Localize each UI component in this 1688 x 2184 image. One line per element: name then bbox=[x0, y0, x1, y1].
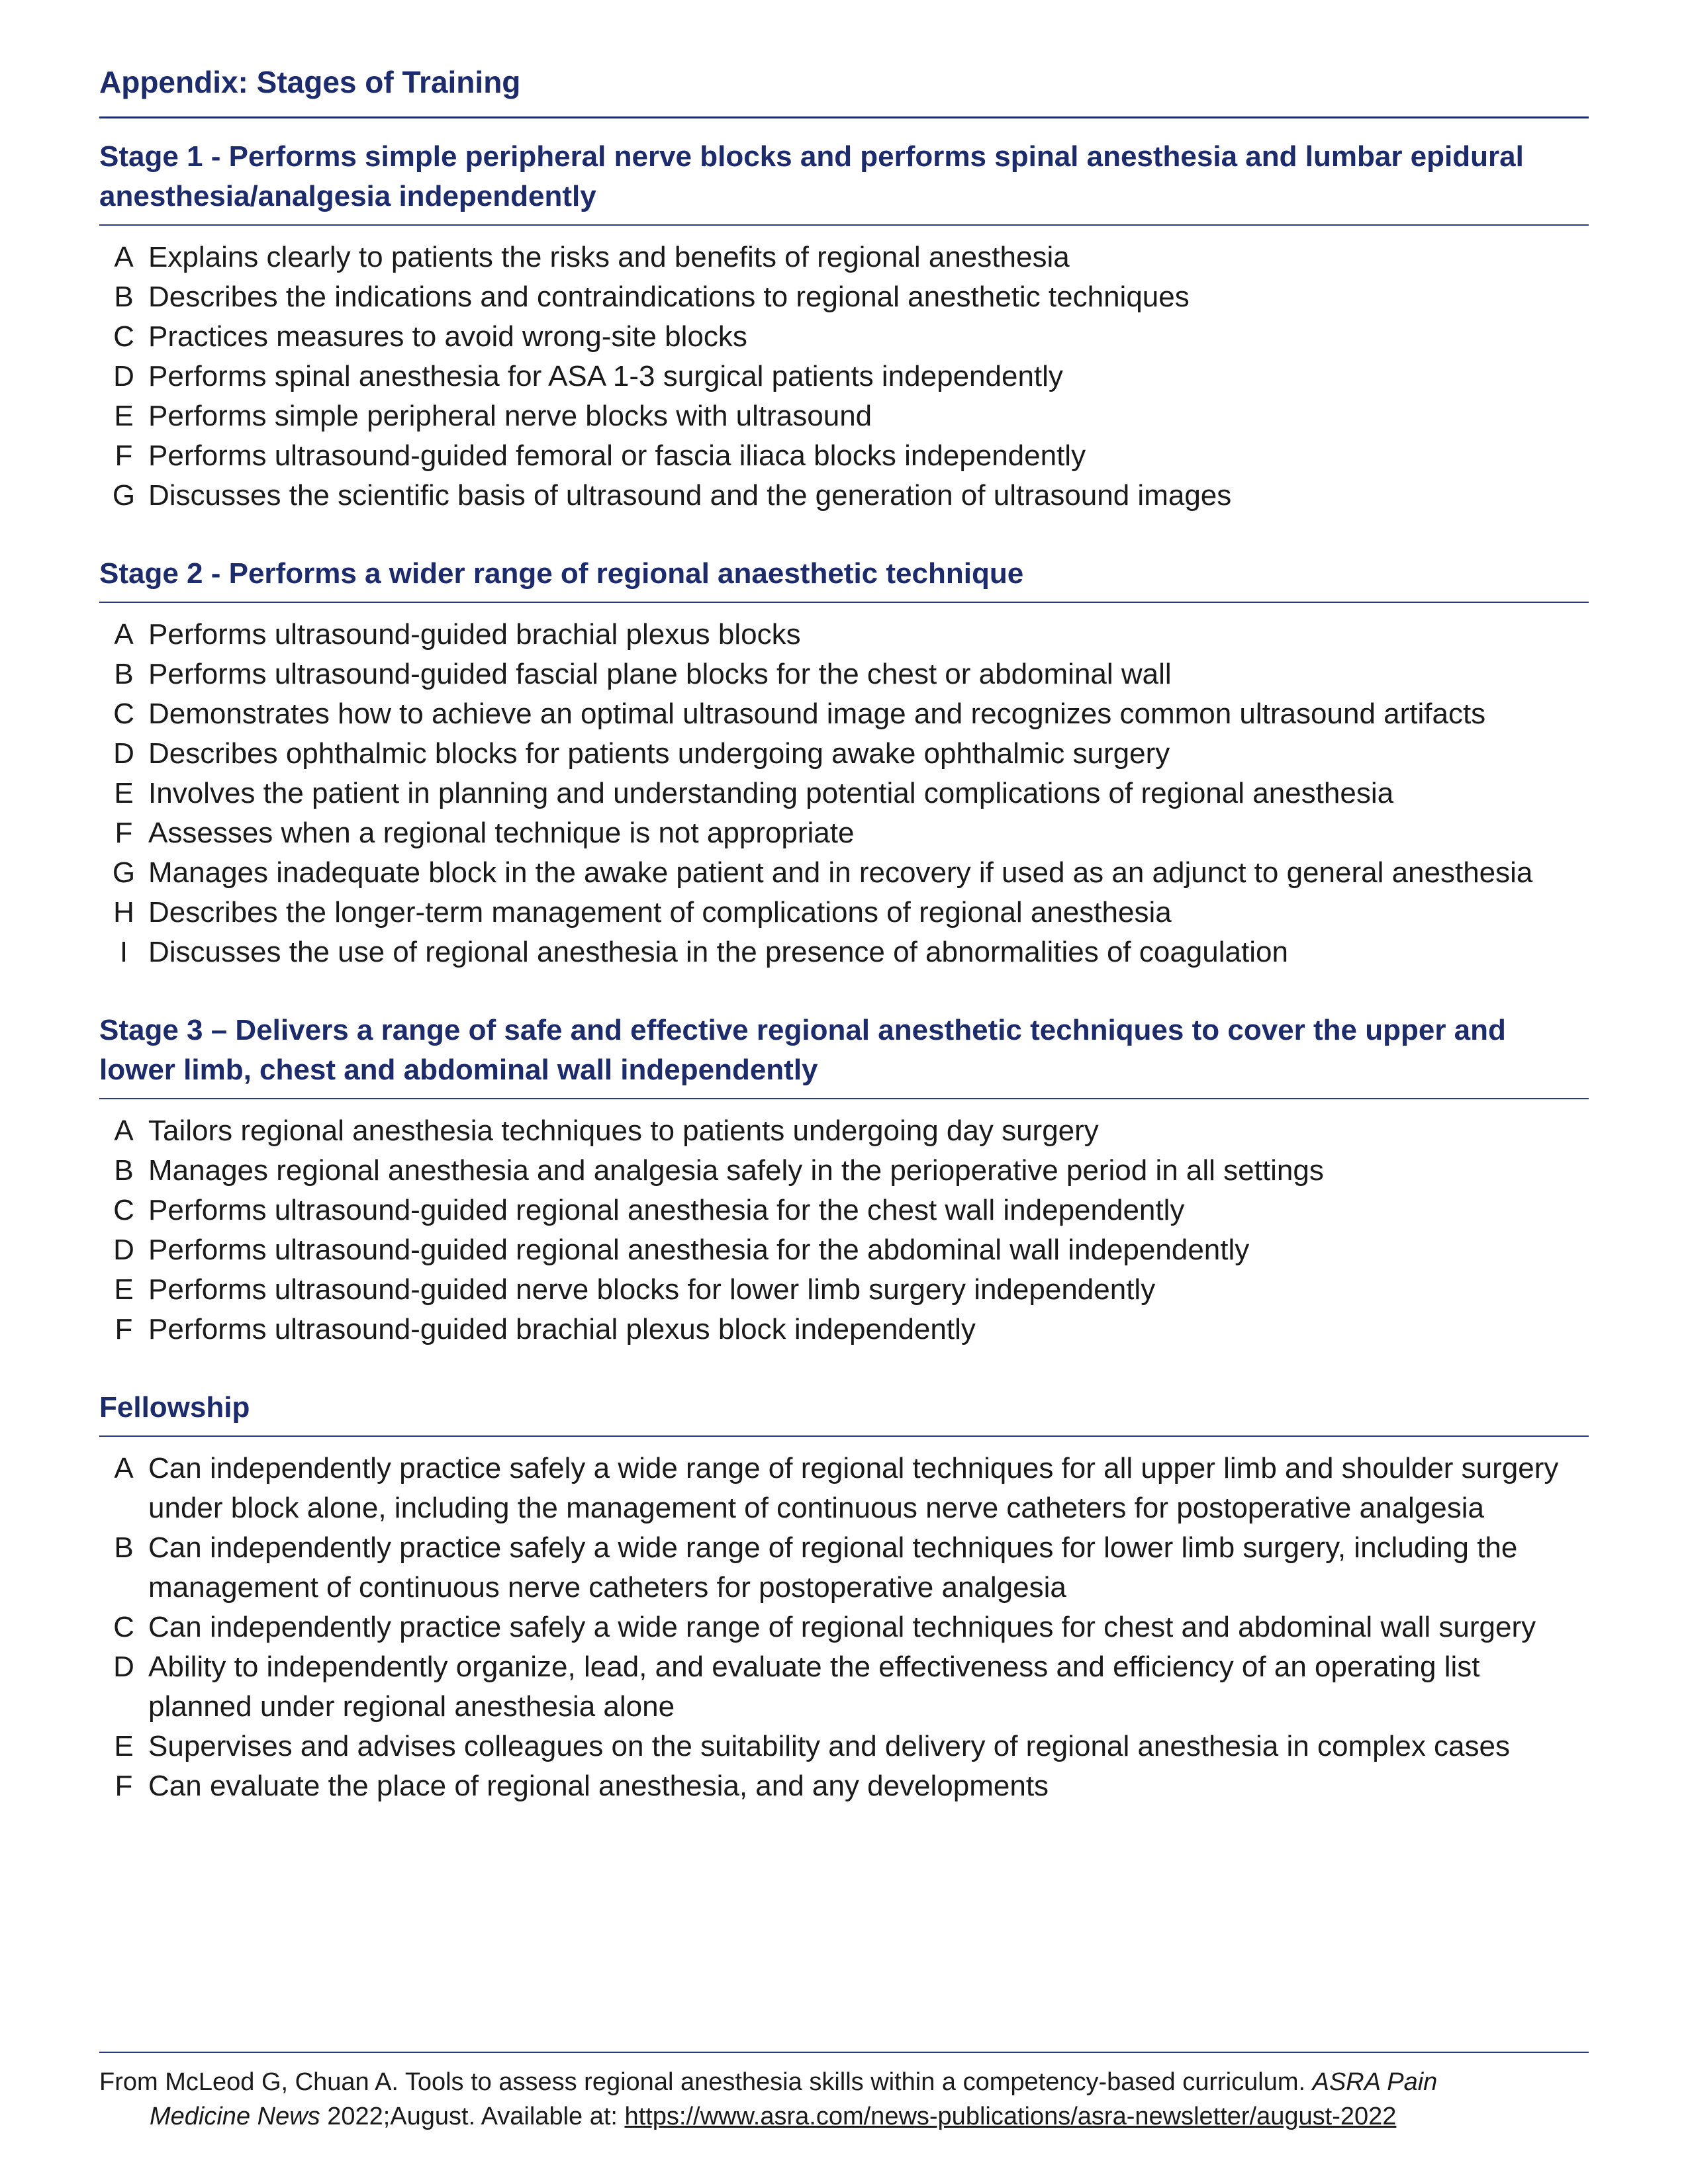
item-letter: E bbox=[114, 777, 134, 809]
item-list bbox=[99, 1449, 1589, 1806]
list-item bbox=[99, 1191, 1589, 1230]
item-text: Tailors regional anesthesia techniques to patients undergoing day surgery bbox=[148, 1115, 1099, 1147]
item-text: Ability to independently organize, lead, and evaluate the effectiveness and efficiency of an operating list planned under regional anesthesia alone bbox=[148, 1651, 1480, 1723]
citation-suffix: 2022;August. Available at: bbox=[320, 2103, 625, 2130]
item-letter: F bbox=[115, 1770, 133, 1802]
item-letter: A bbox=[114, 1115, 134, 1147]
item-text: Demonstrates how to achieve an optimal ultrasound image and recognizes common ultrasound artifacts bbox=[148, 698, 1486, 730]
list-item bbox=[99, 1647, 1589, 1727]
list-item bbox=[99, 396, 1589, 436]
item-letter: D bbox=[113, 1651, 134, 1683]
item-letter: E bbox=[114, 1730, 134, 1762]
citation-prefix: From McLeod G, Chuan A. Tools to assess regional anesthesia skills within a competency-based curriculum. bbox=[99, 2068, 1313, 2096]
section-heading: Stage 1 - Performs simple peripheral nerve blocks and performs spinal anesthesia and lumbar epidural anesthesia/analgesia independently bbox=[99, 137, 1589, 226]
item-letter: D bbox=[113, 737, 134, 770]
list-item bbox=[99, 1151, 1589, 1191]
item-letter: C bbox=[113, 320, 134, 353]
item-text: Supervises and advises colleagues on the suitability and delivery of regional anesthesia in complex cases bbox=[148, 1730, 1510, 1762]
section-heading: Stage 2 - Performs a wider range of regional anaesthetic technique bbox=[99, 554, 1589, 603]
list-item bbox=[99, 1449, 1589, 1528]
list-item bbox=[99, 476, 1589, 516]
citation-journal-part1: ASRA Pain bbox=[1312, 2068, 1438, 2096]
list-item bbox=[99, 734, 1589, 774]
item-text: Can independently practice safely a wide range of regional techniques for lower limb surgery, including the management of continuous nerve catheters for postoperative analgesia bbox=[148, 1531, 1518, 1604]
item-letter: A bbox=[114, 1452, 134, 1484]
item-text: Manages inadequate block in the awake patient and in recovery if used as an adjunct to general anesthesia bbox=[148, 856, 1533, 889]
item-text: Can evaluate the place of regional anesthesia, and any developments bbox=[148, 1770, 1049, 1802]
section-stage-3 bbox=[99, 1011, 1589, 1369]
item-text: Discusses the use of regional anesthesia in the presence of abnormalities of coagulation bbox=[148, 936, 1288, 968]
item-letter: C bbox=[113, 1194, 134, 1226]
citation-footer bbox=[99, 2052, 1589, 2134]
item-text: Performs ultrasound-guided regional anesthesia for the abdominal wall independently bbox=[148, 1234, 1250, 1266]
item-list bbox=[99, 238, 1589, 516]
item-text: Performs ultrasound-guided regional anesthesia for the chest wall independently bbox=[148, 1194, 1185, 1226]
item-letter: A bbox=[114, 618, 134, 651]
item-letter: B bbox=[114, 281, 134, 313]
item-text: Discusses the scientific basis of ultrasound and the generation of ultrasound images bbox=[148, 479, 1232, 512]
item-text: Describes the indications and contraindications to regional anesthetic techniques bbox=[148, 281, 1190, 313]
section-heading: Fellowship bbox=[99, 1388, 1589, 1437]
item-letter: D bbox=[113, 360, 134, 392]
document-page bbox=[99, 58, 1589, 1806]
citation-line-1 bbox=[99, 2065, 1589, 2099]
citation-link[interactable]: https://www.asra.com/news-publications/asra-newsletter/august-2022 bbox=[624, 2103, 1397, 2130]
item-letter: F bbox=[115, 1313, 133, 1345]
item-text: Manages regional anesthesia and analgesia safely in the perioperative period in all settings bbox=[148, 1154, 1324, 1187]
list-item bbox=[99, 893, 1589, 933]
item-list bbox=[99, 1111, 1589, 1349]
list-item bbox=[99, 1230, 1589, 1270]
page-title: Appendix: Stages of Training bbox=[99, 58, 1589, 118]
list-item bbox=[99, 853, 1589, 893]
item-letter: A bbox=[114, 241, 134, 273]
item-list bbox=[99, 615, 1589, 972]
item-letter: B bbox=[114, 1531, 134, 1564]
spacer bbox=[99, 516, 1589, 535]
item-letter: G bbox=[112, 856, 136, 889]
list-item bbox=[99, 1310, 1589, 1349]
list-item bbox=[99, 813, 1589, 853]
spacer bbox=[99, 972, 1589, 992]
item-letter: F bbox=[115, 439, 133, 472]
list-item bbox=[99, 1766, 1589, 1806]
item-letter: F bbox=[115, 817, 133, 849]
item-letter: B bbox=[114, 1154, 134, 1187]
list-item bbox=[99, 694, 1589, 734]
section-stage-1 bbox=[99, 137, 1589, 535]
item-text: Performs spinal anesthesia for ASA 1-3 surgical patients independently bbox=[148, 360, 1063, 392]
item-text: Performs ultrasound-guided brachial plexus block independently bbox=[148, 1313, 976, 1345]
list-item bbox=[99, 436, 1589, 476]
list-item bbox=[99, 238, 1589, 277]
item-letter: H bbox=[113, 896, 134, 929]
item-text: Involves the patient in planning and understanding potential complications of regional anesthesia bbox=[148, 777, 1394, 809]
section-heading: Stage 3 – Delivers a range of safe and effective regional anesthetic techniques to cover the upper and lower limb, chest and abdominal wall independently bbox=[99, 1011, 1589, 1099]
item-text: Performs ultrasound-guided nerve blocks for lower limb surgery independently bbox=[148, 1273, 1156, 1306]
item-letter: E bbox=[114, 400, 134, 432]
list-item bbox=[99, 1727, 1589, 1766]
item-letter: I bbox=[119, 936, 128, 968]
item-letter: C bbox=[113, 1611, 134, 1643]
list-item bbox=[99, 774, 1589, 813]
list-item bbox=[99, 317, 1589, 357]
list-item bbox=[99, 1608, 1589, 1647]
item-text: Performs ultrasound-guided femoral or fascia iliaca blocks independently bbox=[148, 439, 1086, 472]
item-text: Performs ultrasound-guided fascial plane blocks for the chest or abdominal wall bbox=[148, 658, 1172, 690]
list-item bbox=[99, 933, 1589, 972]
item-text: Can independently practice safely a wide range of regional techniques for all upper limb and shoulder surgery under block alone, including the management of continuous nerve catheters for postoperative analgesia bbox=[148, 1452, 1559, 1524]
list-item bbox=[99, 1111, 1589, 1151]
list-item bbox=[99, 277, 1589, 317]
item-text: Can independently practice safely a wide range of regional techniques for chest and abdominal wall surgery bbox=[148, 1611, 1536, 1643]
item-text: Practices measures to avoid wrong-site blocks bbox=[148, 320, 747, 353]
list-item bbox=[99, 655, 1589, 694]
item-letter: G bbox=[112, 479, 136, 512]
item-letter: B bbox=[114, 658, 134, 690]
item-text: Performs ultrasound-guided brachial plexus blocks bbox=[148, 618, 801, 651]
item-text: Performs simple peripheral nerve blocks with ultrasound bbox=[148, 400, 872, 432]
item-letter: D bbox=[113, 1234, 134, 1266]
list-item bbox=[99, 615, 1589, 655]
list-item bbox=[99, 1270, 1589, 1310]
list-item bbox=[99, 1528, 1589, 1608]
citation-line-2 bbox=[99, 2099, 1589, 2134]
section-stage-2 bbox=[99, 554, 1589, 992]
item-text: Describes ophthalmic blocks for patients undergoing awake ophthalmic surgery bbox=[148, 737, 1170, 770]
citation-journal-part2: Medicine News bbox=[150, 2103, 320, 2130]
section-fellowship bbox=[99, 1388, 1589, 1806]
item-text: Assesses when a regional technique is not appropriate bbox=[148, 817, 855, 849]
item-text: Describes the longer-term management of complications of regional anesthesia bbox=[148, 896, 1172, 929]
item-letter: C bbox=[113, 698, 134, 730]
item-letter: E bbox=[114, 1273, 134, 1306]
item-text: Explains clearly to patients the risks and benefits of regional anesthesia bbox=[148, 241, 1070, 273]
list-item bbox=[99, 357, 1589, 396]
spacer bbox=[99, 1349, 1589, 1369]
